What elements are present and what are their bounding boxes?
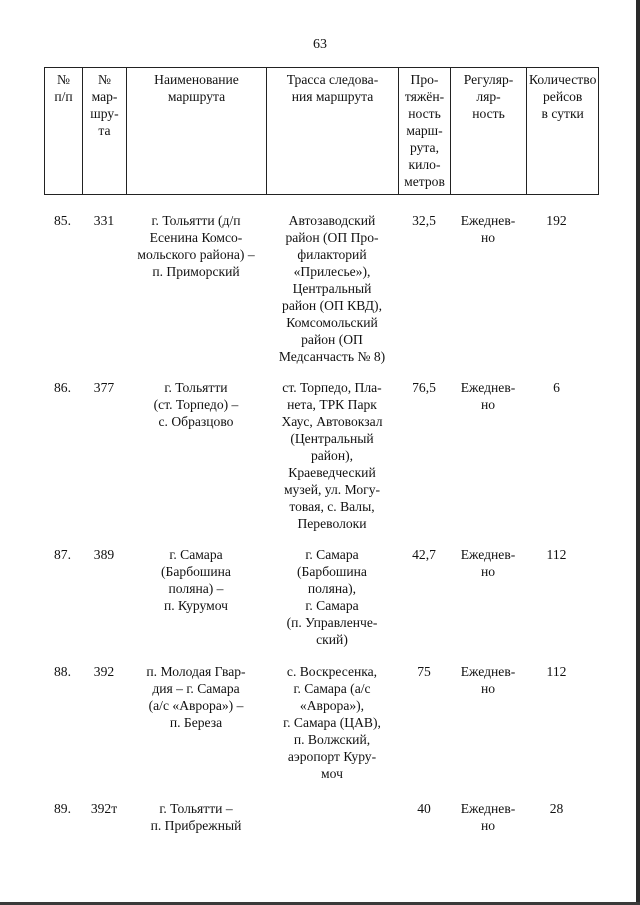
route-name [126, 212, 266, 280]
cell-line: п. Волжский, [293, 732, 371, 747]
cell-line: (Центральный [290, 431, 374, 446]
cell-line: с. Воскресенка, [286, 664, 378, 679]
cell-line: ляр- [476, 89, 501, 104]
cell-line: район), [310, 448, 354, 463]
cell-line: «Прилесье»), [293, 264, 371, 279]
cell-line: район (ОП [301, 332, 363, 347]
cell-line: (п. Управленче- [286, 615, 378, 630]
cell-line: Ежеднев- [460, 664, 516, 679]
cell-line: дия – г. Самара [152, 681, 240, 696]
route-path [266, 379, 398, 532]
cell-line: (ст. Торпедо) – [153, 397, 239, 412]
header-cell-regularity [451, 68, 527, 195]
header-cell-route-name [127, 68, 267, 195]
cell-line: Центральный [292, 281, 372, 296]
cell-line: Хаус, Автовокзал [281, 414, 383, 429]
cell-line: нета, ТРК Парк [287, 397, 377, 412]
cell-line: ность [472, 106, 505, 121]
cell-line: но [480, 397, 496, 412]
route-path [266, 663, 398, 782]
cell-line: но [480, 818, 496, 833]
cell-line: Ежеднев- [460, 801, 516, 816]
cell-line: Количество [529, 72, 597, 87]
cell-line: Переволоки [297, 516, 367, 531]
cell-line: (Барбошина [161, 564, 231, 579]
row-number: 88. [54, 664, 71, 679]
header-cell-num [45, 68, 83, 195]
cell-line: Ежеднев- [460, 213, 516, 228]
trips-per-day: 192 [546, 213, 567, 228]
route-name [126, 379, 266, 430]
cell-line: п. Береза [169, 715, 223, 730]
cell-line: п. Курумоч [163, 598, 229, 613]
row-number: 86. [54, 380, 71, 395]
cell-line: Автозаводский [288, 213, 376, 228]
route-length: 40 [417, 801, 431, 816]
row-number: 85. [54, 213, 71, 228]
cell-line: п. Прибрежный [150, 818, 242, 833]
cell-line: мар- [91, 89, 118, 104]
cell-line: ст. Торпедо, Пла- [282, 380, 382, 395]
cell-line: № [98, 72, 111, 87]
header-cell-trips [527, 68, 599, 195]
cell-line: с. Образцово [158, 414, 234, 429]
cell-line: г. Самара [305, 598, 359, 613]
cell-line: тяжён- [404, 89, 445, 104]
cell-line: г. Тольятти (д/п [151, 213, 241, 228]
cell-line: филакторий [297, 247, 367, 262]
trips-per-day: 112 [546, 547, 567, 562]
route-length: 75 [417, 664, 431, 679]
cell-line: музей, ул. Могу- [283, 482, 381, 497]
cell-line: г. Самара [305, 547, 359, 562]
cell-line: но [480, 230, 496, 245]
page-edge-right [636, 0, 640, 905]
cell-line: шру- [90, 106, 119, 121]
cell-line: моч [321, 766, 343, 781]
cell-line: поляна), [307, 581, 357, 596]
cell-line: ность [408, 106, 441, 121]
route-length: 42,7 [412, 547, 436, 562]
cell-line: п. Приморский [152, 264, 240, 279]
header-cell-route-path [267, 68, 399, 195]
header-cell-route-number [83, 68, 127, 195]
page-number: 63 [313, 37, 327, 52]
cell-line: Медсанчасть № 8) [278, 349, 386, 364]
route-code: 389 [93, 547, 115, 562]
cell-line: Ежеднев- [460, 380, 516, 395]
cell-line: Ежеднев- [460, 547, 516, 562]
cell-line: ния маршрута [291, 89, 374, 104]
cell-line: г. Самара (а/с [293, 681, 371, 696]
route-path [266, 546, 398, 648]
route-regularity [450, 663, 526, 697]
cell-line: г. Тольятти – [159, 801, 233, 816]
row-number: 89. [54, 801, 71, 816]
cell-line: «Аврора»), [299, 698, 365, 713]
cell-line: марш- [406, 123, 443, 138]
route-name [126, 663, 266, 731]
cell-line: г. Самара [169, 547, 223, 562]
cell-line: мольского района) – [137, 247, 255, 262]
cell-line: г. Тольятти [164, 380, 228, 395]
route-regularity [450, 379, 526, 413]
route-length: 76,5 [412, 380, 436, 395]
cell-line: рута, [410, 140, 439, 155]
table-header [44, 67, 599, 195]
cell-line: товая, с. Валы, [289, 499, 375, 514]
route-code: 392 [93, 664, 115, 679]
route-name [126, 546, 266, 614]
cell-line: в сутки [541, 106, 584, 121]
route-length: 32,5 [412, 213, 436, 228]
cell-line: район (ОП КВД), [282, 298, 382, 313]
cell-line: Краеведческий [288, 465, 376, 480]
cell-line: п/п [54, 89, 73, 104]
route-regularity [450, 212, 526, 246]
trips-per-day: 28 [549, 801, 564, 816]
cell-line: но [480, 681, 496, 696]
route-code: 331 [93, 213, 115, 228]
cell-line: Регуляр- [463, 72, 514, 87]
cell-line: ский) [316, 632, 348, 647]
cell-line: г. Самара (ЦАВ), [283, 715, 381, 730]
cell-line: та [98, 123, 111, 138]
trips-per-day: 112 [546, 664, 567, 679]
route-name [126, 800, 266, 834]
cell-line: метров [404, 174, 445, 189]
route-regularity [450, 800, 526, 834]
cell-line: рейсов [543, 89, 583, 104]
cell-line: Про- [410, 72, 439, 87]
trips-per-day: 6 [553, 380, 560, 395]
route-code: 377 [93, 380, 115, 395]
cell-line: (Барбошина [297, 564, 367, 579]
cell-line: № [57, 72, 70, 87]
cell-line: маршрута [167, 89, 226, 104]
cell-line: (а/с «Аврора») – [148, 698, 244, 713]
cell-line: кило- [408, 157, 441, 172]
cell-line: Есенина Комсо- [149, 230, 243, 245]
row-number: 87. [54, 547, 71, 562]
header-cell-length [399, 68, 451, 195]
route-path [266, 212, 398, 365]
cell-line: но [480, 564, 496, 579]
cell-line: аэропорт Куру- [287, 749, 377, 764]
cell-line: Трасса следова- [286, 72, 379, 87]
route-code: 392т [90, 801, 118, 816]
cell-line: Наименование [154, 72, 239, 87]
cell-line: п. Молодая Гвар- [146, 664, 246, 679]
cell-line: район (ОП Про- [285, 230, 379, 245]
cell-line: Комсомольский [286, 315, 378, 330]
cell-line: поляна) – [168, 581, 224, 596]
route-regularity [450, 546, 526, 580]
